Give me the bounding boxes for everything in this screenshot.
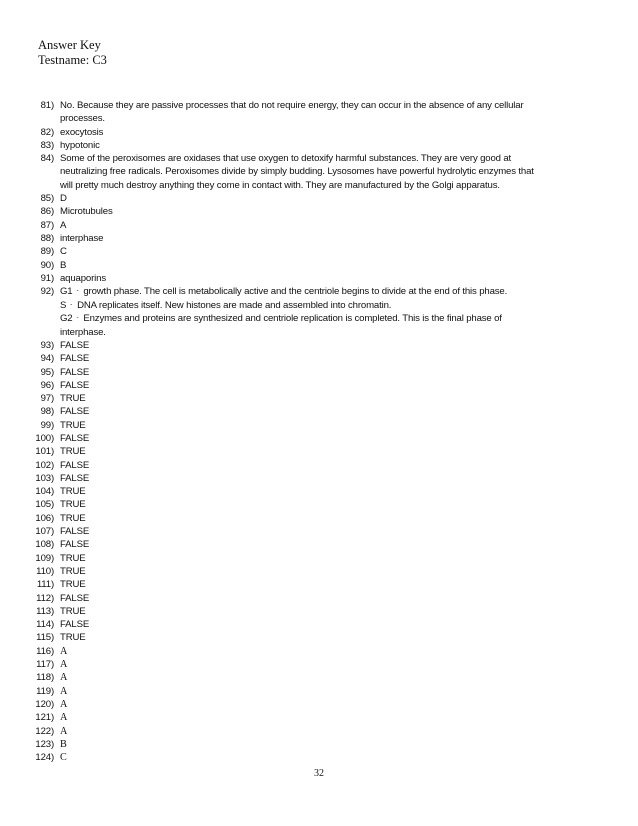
answer-line: interphase (60, 232, 104, 244)
answer-number: 115) (36, 632, 54, 644)
answer-line: A (60, 685, 68, 697)
answer-item (26, 232, 606, 245)
answer-number: 123) (35, 738, 54, 750)
answer-number: 85) (40, 193, 54, 205)
answer-key-title: Answer Key (38, 38, 101, 52)
answer-item (26, 205, 606, 218)
answer-text (60, 698, 606, 711)
answer-line: TRUE (60, 565, 86, 577)
answer-number: 110) (36, 565, 54, 577)
answer-text (60, 232, 606, 245)
answer-number: 103) (35, 472, 54, 484)
answer-number: 92) (40, 286, 54, 298)
answer-text (60, 618, 606, 631)
answer-line: A (60, 659, 68, 671)
answer-item (26, 419, 606, 432)
answer-line: will pretty much destroy anything they come in contact with. They are manufactured by the Golgi apparatus. (60, 179, 500, 191)
answer-line: A (60, 698, 68, 710)
answer-number: 122) (35, 725, 54, 737)
answer-number: 89) (40, 246, 54, 258)
answer-line: A (60, 672, 68, 684)
answer-number: 91) (40, 272, 54, 284)
answer-number: 106) (35, 512, 54, 524)
answer-text (60, 711, 606, 724)
answer-number: 104) (35, 486, 54, 498)
answer-number: 124) (35, 752, 54, 764)
answer-text (60, 552, 606, 565)
answer-item (26, 592, 606, 605)
answer-text (60, 685, 606, 698)
answer-text (60, 525, 606, 538)
answer-number: 109) (35, 552, 54, 564)
answer-number: 99) (40, 419, 54, 431)
answer-line: A (60, 725, 68, 737)
answer-text (60, 459, 606, 472)
answer-item (26, 658, 606, 671)
answer-line: FALSE (60, 619, 90, 631)
answer-line: TRUE (60, 419, 86, 431)
phase-label: G1 (60, 286, 73, 298)
answer-text (60, 658, 606, 671)
answer-text (60, 631, 606, 644)
answer-line: hypotonic (60, 139, 100, 151)
answer-number: 112) (36, 592, 54, 604)
answer-number: 113) (36, 605, 54, 617)
answer-item (26, 272, 606, 285)
answer-text (60, 285, 606, 339)
answer-item (26, 472, 606, 485)
answer-number: 120) (35, 698, 54, 710)
answer-number: 97) (40, 393, 54, 405)
answer-number: 87) (40, 219, 54, 231)
answer-item (26, 126, 606, 139)
answer-text (60, 259, 606, 272)
phase-text: Enzymes and proteins are synthesized and centriole replication is completed. This is the final phase of (83, 313, 502, 325)
answer-text (60, 671, 606, 684)
answer-item (26, 738, 606, 751)
answer-text (60, 245, 606, 258)
answer-item (26, 618, 606, 631)
answer-item (26, 631, 606, 644)
answer-number: 102) (35, 459, 54, 471)
answer-line: FALSE (60, 592, 90, 604)
answer-item (26, 538, 606, 551)
answer-list (26, 99, 606, 764)
answer-number: 107) (35, 526, 54, 538)
answer-text (60, 99, 606, 126)
answer-text (60, 192, 606, 205)
answer-line: TRUE (60, 393, 86, 405)
answer-text (60, 366, 606, 379)
answer-item (26, 711, 606, 724)
answer-line: FALSE (60, 432, 90, 444)
answer-line: exocytosis (60, 126, 104, 138)
answer-number: 118) (36, 672, 54, 684)
answer-item (26, 485, 606, 498)
answer-item (26, 339, 606, 352)
phase-label: G2 (60, 313, 73, 325)
answer-number: 111) (36, 579, 54, 591)
answer-line: TRUE (60, 605, 86, 617)
answer-item (26, 605, 606, 618)
answer-item (26, 552, 606, 565)
answer-text (60, 725, 606, 738)
answer-line: C (60, 752, 67, 764)
answer-line: neutralizing free radicals. Peroxisomes divide by simply budding. Lysosomes have powerful hydrolytic enzymes that (60, 166, 534, 178)
answer-item (26, 459, 606, 472)
answer-text (60, 126, 606, 139)
answer-text (60, 419, 606, 432)
answer-text (60, 565, 606, 578)
answer-number: 101) (35, 446, 54, 458)
answer-number: 83) (40, 139, 54, 151)
answer-text (60, 592, 606, 605)
phase-dash: - (70, 301, 73, 308)
answer-line: TRUE (60, 552, 86, 564)
answer-line: FALSE (60, 379, 90, 391)
phase-dash: - (76, 288, 79, 295)
answer-number: 98) (40, 406, 54, 418)
answer-item (26, 366, 606, 379)
answer-text (60, 392, 606, 405)
answer-line: TRUE (60, 499, 86, 511)
answer-line: TRUE (60, 512, 86, 524)
answer-number: 108) (35, 539, 54, 551)
answer-number: 84) (40, 153, 54, 165)
answer-item (26, 525, 606, 538)
phase-text: growth phase. The cell is metabolically active and the centriole begins to divide at the end of this phase. (83, 286, 508, 298)
answer-item (26, 379, 606, 392)
phase-line (60, 285, 606, 298)
answer-line: FALSE (60, 353, 90, 365)
answer-text (60, 152, 606, 192)
answer-text (60, 445, 606, 458)
answer-line: FALSE (60, 472, 90, 484)
phase-line (60, 312, 606, 325)
answer-line: A (60, 219, 67, 231)
phase-line (60, 326, 606, 339)
answer-number: 88) (40, 232, 54, 244)
answer-line: C (60, 246, 67, 258)
phase-text: interphase. (60, 326, 106, 338)
answer-item (26, 512, 606, 525)
answer-number: 86) (40, 206, 54, 218)
answer-number: 93) (40, 339, 54, 351)
answer-text (60, 485, 606, 498)
answer-text (60, 139, 606, 152)
answer-item (26, 192, 606, 205)
answer-line: A (60, 712, 68, 724)
answer-item (26, 352, 606, 365)
answer-line: D (60, 193, 67, 205)
answer-text (60, 498, 606, 511)
answer-number: 95) (40, 366, 54, 378)
answer-text (60, 738, 606, 751)
answer-text (60, 219, 606, 232)
answer-item (26, 285, 606, 339)
answer-number: 90) (40, 259, 54, 271)
answer-number: 117) (36, 659, 54, 671)
answer-number: 114) (36, 619, 54, 631)
phase-line (60, 299, 606, 312)
answer-line: Some of the peroxisomes are oxidases that use oxygen to detoxify harmful substances. They are very good at (60, 153, 512, 165)
answer-item (26, 445, 606, 458)
phase-label: S (60, 299, 67, 311)
answer-line: TRUE (60, 579, 86, 591)
answer-text (60, 272, 606, 285)
answer-item (26, 259, 606, 272)
answer-line: B (60, 259, 67, 271)
phase-dash: - (76, 315, 79, 322)
answer-line: TRUE (60, 446, 86, 458)
answer-number: 82) (40, 126, 54, 138)
answer-text (60, 751, 606, 764)
answer-text (60, 472, 606, 485)
answer-item (26, 432, 606, 445)
answer-line: processes. (60, 113, 105, 125)
answer-number: 105) (35, 499, 54, 511)
answer-item (26, 685, 606, 698)
answer-item (26, 392, 606, 405)
answer-line: Microtubules (60, 206, 113, 218)
answer-number: 119) (36, 685, 54, 697)
answer-text (60, 405, 606, 418)
answer-text (60, 538, 606, 551)
answer-item (26, 645, 606, 658)
answer-number: 121) (35, 712, 54, 724)
answer-line: FALSE (60, 406, 90, 418)
answer-item (26, 219, 606, 232)
answer-item (26, 99, 606, 126)
answer-item (26, 578, 606, 591)
answer-number: 96) (40, 379, 54, 391)
answer-item (26, 671, 606, 684)
answer-text (60, 205, 606, 218)
answer-line: FALSE (60, 366, 90, 378)
page-number: 32 (314, 768, 324, 779)
answer-item (26, 245, 606, 258)
answer-item (26, 725, 606, 738)
answer-text (60, 352, 606, 365)
answer-line: aquaporins (60, 272, 106, 284)
answer-item (26, 152, 606, 192)
answer-text (60, 512, 606, 525)
answer-text (60, 578, 606, 591)
testname-label: Testname: C3 (38, 53, 107, 67)
answer-number: 81) (40, 100, 54, 111)
answer-line: FALSE (60, 539, 90, 551)
answer-item (26, 751, 606, 764)
answer-line: TRUE (60, 486, 86, 498)
answer-item (26, 698, 606, 711)
answer-number: 94) (40, 353, 54, 365)
answer-line: FALSE (60, 526, 90, 538)
answer-item (26, 139, 606, 152)
answer-line: FALSE (60, 339, 90, 351)
answer-line: A (60, 645, 68, 657)
answer-number: 116) (36, 645, 54, 657)
document-header (38, 38, 107, 68)
answer-text (60, 605, 606, 618)
phase-text: DNA replicates itself. New histones are made and assembled into chromatin. (77, 299, 392, 311)
answer-text (60, 432, 606, 445)
answer-line: B (60, 738, 67, 750)
answer-item (26, 498, 606, 511)
answer-line: No. Because they are passive processes that do not require energy, they can occur in the absence of any cellular (60, 100, 524, 111)
answer-text (60, 645, 606, 658)
answer-line: FALSE (60, 459, 90, 471)
answer-number: 100) (35, 432, 54, 444)
answer-text (60, 379, 606, 392)
answer-line: TRUE (60, 632, 86, 644)
answer-item (26, 565, 606, 578)
answer-text (60, 339, 606, 352)
answer-item (26, 405, 606, 418)
